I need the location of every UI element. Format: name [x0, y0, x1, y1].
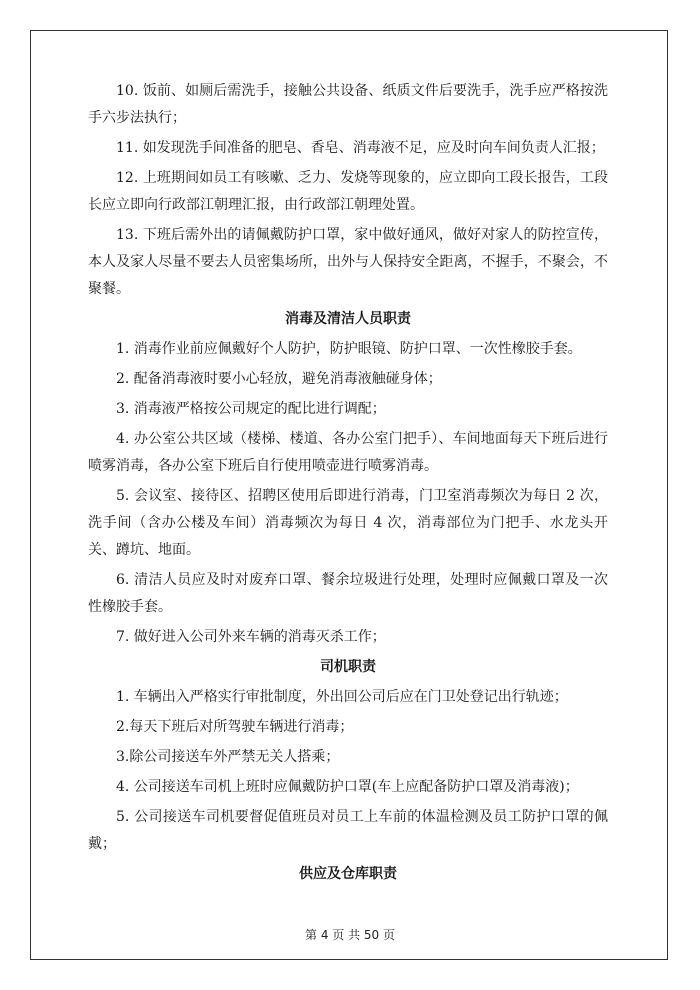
section-heading-driver: 司机职责: [320, 659, 376, 675]
rule-paragraph: 1. 车辆出入严格实行审批制度，外出回公司后应在门卫处登记出行轨迹；: [116, 689, 568, 705]
rule-paragraph: 4. 公司接送车司机上班时应佩戴防护口罩(车上应配备防护口罩及消毒液)；: [116, 779, 579, 795]
rule-paragraph: 1. 消毒作业前应佩戴好个人防护，防护眼镜、防护口罩、一次性橡胶手套。: [116, 341, 582, 357]
rule-paragraph: 2.每天下班后对所驾驶车辆进行消毒；: [116, 719, 354, 735]
rule-paragraph: 13. 下班后需外出的请佩戴防护口罩，家中做好通风，做好对家人的防控宣传，本人及家人尽量不要去人员密集场所，出外与人保持安全距离，不握手，不聚会，不聚餐。: [88, 227, 608, 297]
rule-paragraph: 4. 办公室公共区域（楼梯、楼道、各办公室门把手）、车间地面每天下班后进行喷雾消毒，各办公室下班后自行使用喷壶进行喷雾消毒。: [88, 431, 608, 474]
rule-paragraph: 7. 做好进入公司外来车辆的消毒灭杀工作；: [116, 629, 386, 645]
rule-paragraph: 10. 饭前、如厕后需洗手，接触公共设备、纸质文件后要洗手，洗手应严格按洗手六步法执行；: [88, 83, 608, 126]
rule-paragraph: 11. 如发现洗手间准备的肥皂、香皂、消毒液不足，应及时向车间负责人汇报；: [116, 140, 605, 156]
rule-paragraph: 6. 清洁人员应及时对废弃口罩、餐余垃圾进行处理，处理时应佩戴口罩及一次性橡胶手套。: [88, 572, 608, 615]
page-number: 第 4 页 共 50 页: [305, 928, 395, 942]
section-heading-supply-warehouse: 供应及仓库职责: [299, 866, 397, 882]
rule-paragraph: 5. 公司接送车司机要督促值班员对员工上车前的体温检测及员工防护口罩的佩戴；: [88, 809, 608, 852]
rule-paragraph: 5. 会议室、接待区、招聘区使用后即进行消毒，门卫室消毒频次为每日 2 次，洗手间（含办公楼及车间）消毒频次为每日 4 次，消毒部位为门把手、水龙头开关、蹲坑、地面。: [88, 488, 608, 558]
document-body: [88, 78, 608, 891]
rule-paragraph: 12. 上班期间如员工有咳嗽、乏力、发烧等现象的，应立即向工段长报告，工段长应立即向行政部江朝理汇报，由行政部江朝理处置。: [88, 170, 608, 213]
rule-paragraph: 2. 配备消毒液时要小心轻放，避免消毒液触碰身体；: [116, 371, 442, 387]
rule-paragraph: 3.除公司接送车外严禁无关人搭乘；: [116, 749, 340, 765]
section-heading-disinfection-staff: 消毒及清洁人员职责: [285, 311, 411, 327]
rule-paragraph: 3. 消毒液严格按公司规定的配比进行调配；: [116, 401, 386, 417]
